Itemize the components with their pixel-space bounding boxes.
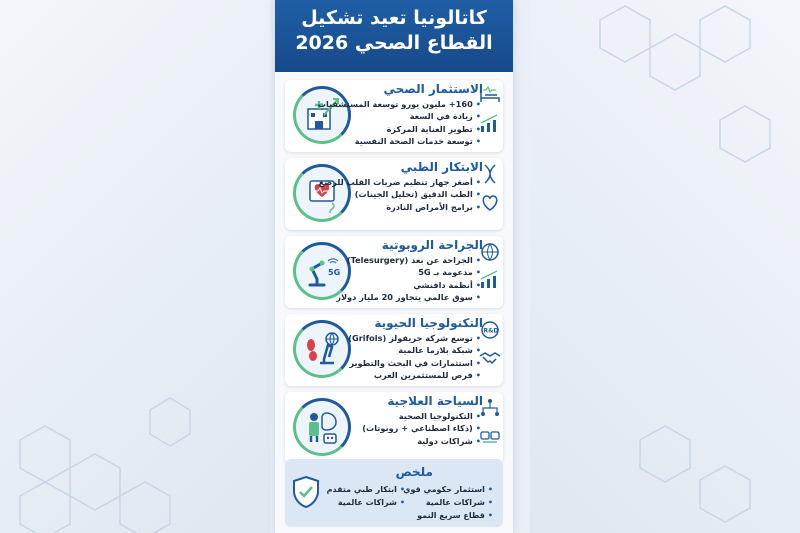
list-item: • شبكة بلازما عالمية bbox=[348, 344, 481, 356]
patient-ai-icon bbox=[293, 398, 351, 456]
side-icons bbox=[479, 86, 501, 142]
list-item: • زيادة في السعة bbox=[318, 110, 481, 122]
bullet-list bbox=[336, 254, 481, 303]
list-item: • شراكات عالمية bbox=[327, 496, 405, 509]
dna-icon bbox=[479, 164, 501, 184]
bullet-list bbox=[362, 410, 481, 447]
summary-col-right bbox=[403, 483, 493, 522]
list-item: • أنظمة دافنشي bbox=[336, 279, 481, 291]
anatomical-heart-icon bbox=[479, 192, 501, 212]
list-item: • الجراحة عن بعد (Telesurgery) bbox=[336, 254, 481, 266]
header bbox=[275, 0, 513, 72]
side-icons bbox=[479, 164, 501, 220]
side-icons bbox=[479, 242, 501, 298]
infographic-panel bbox=[275, 0, 513, 533]
summary-box bbox=[285, 459, 503, 527]
globe-network-icon bbox=[479, 242, 501, 262]
handshake-icon bbox=[479, 348, 501, 368]
section-title: التكنولوجيا الحيوية bbox=[374, 316, 483, 330]
list-item: • برامج الأمراض النادرة bbox=[319, 201, 481, 213]
list-item: • 160+ مليون يورو توسعة المستشفيات bbox=[318, 98, 481, 110]
list-item: • تطوير العناية المركزة bbox=[318, 123, 481, 135]
section-health-investment bbox=[285, 80, 503, 152]
list-item: • ابتكار طبي متقدم bbox=[327, 483, 405, 496]
list-item: • شراكات عالمية bbox=[403, 496, 493, 509]
list-item: • قطاع سريع النمو bbox=[403, 509, 493, 522]
section-biotechnology bbox=[285, 314, 503, 386]
network-nodes-icon bbox=[479, 398, 501, 418]
hospital-bed-icon bbox=[479, 86, 501, 106]
list-item: • استثمار حكومي قوي bbox=[403, 483, 493, 496]
rnd-gear-icon bbox=[479, 320, 501, 340]
summary-col-left bbox=[327, 483, 405, 509]
bullet-list bbox=[348, 332, 481, 381]
shield-check-icon bbox=[291, 475, 321, 509]
growth-chart-icon bbox=[479, 114, 501, 134]
title-line-1: كاتالونيا تعيد تشكيل bbox=[301, 7, 487, 29]
summary-title: ملخص bbox=[395, 465, 433, 479]
list-item: • (ذكاء اصطناعي + روبوتات) bbox=[362, 422, 481, 434]
list-item: • أصغر جهاز تنظيم ضربات القلب للرضع bbox=[319, 176, 481, 188]
list-item: • توسع شركة جريفولز (Grifols) bbox=[348, 332, 481, 344]
section-title: الاستثمار الصحي bbox=[383, 82, 483, 96]
bullet-list bbox=[319, 176, 481, 213]
growth-chart-icon bbox=[479, 270, 501, 290]
section-title: السياحة العلاجية bbox=[387, 394, 483, 408]
side-icons bbox=[479, 398, 501, 454]
robots-icon bbox=[479, 426, 501, 446]
side-icons bbox=[479, 320, 501, 376]
list-item: • استثمارات في البحث والتطوير bbox=[348, 357, 481, 369]
svg-text:R&D: R&D bbox=[483, 327, 499, 335]
title-line-2: القطاع الصحي 2026 bbox=[295, 32, 493, 54]
section-medical-tourism bbox=[285, 392, 503, 464]
bullet-list bbox=[318, 98, 481, 147]
section-robotic-surgery bbox=[285, 236, 503, 308]
section-medical-innovation bbox=[285, 158, 503, 230]
list-item: • شراكات دولية bbox=[362, 435, 481, 447]
list-item: • سوق عالمي يتجاوز 20 مليار دولار bbox=[336, 291, 481, 303]
list-item: • توسعة خدمات الصحة النفسية bbox=[318, 135, 481, 147]
5g-badge: 5G bbox=[328, 268, 341, 277]
list-item: • مدعومة بـ 5G bbox=[336, 266, 481, 278]
list-item: • فرص للمستثمرين العرب bbox=[348, 369, 481, 381]
list-item: • الطب الدقيق (تحليل الجينات) bbox=[319, 188, 481, 200]
section-title: الابتكار الطبي bbox=[400, 160, 483, 174]
microscope-globe-icon bbox=[293, 320, 351, 378]
section-title: الجراحة الروبوتية bbox=[381, 238, 483, 252]
list-item: • التكنولوجيا الصحية bbox=[362, 410, 481, 422]
